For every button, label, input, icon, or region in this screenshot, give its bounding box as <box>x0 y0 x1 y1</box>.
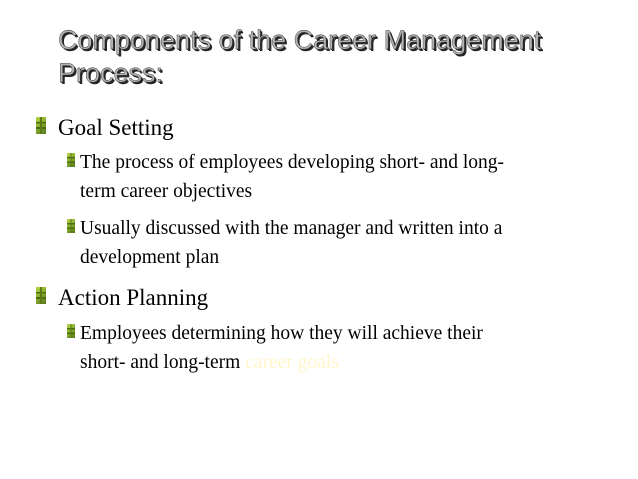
section-heading-action-planning: Action Planning <box>58 285 209 310</box>
square-bullet-icon <box>36 117 46 134</box>
slide-title-line-1: Components of the Career Management <box>58 25 542 55</box>
list-item-line <box>80 348 625 377</box>
list-item-line: Usually discussed with the manager and written into a <box>80 218 503 239</box>
faint-text: career goals <box>245 352 339 373</box>
section-heading-goal-setting: Goal Setting <box>58 115 174 140</box>
list-item-line: term career objectives <box>80 181 253 202</box>
list-item <box>80 214 625 272</box>
list-item-text: short- and long-term <box>80 352 246 373</box>
slide-title <box>58 24 618 90</box>
list-item-line: development plan <box>80 247 220 268</box>
slide-title-line-2: Process: <box>58 58 164 88</box>
list-item-line: The process of employees developing short- and long- <box>80 152 505 173</box>
list-item <box>80 148 625 206</box>
square-bullet-icon <box>36 287 46 304</box>
square-bullet-icon <box>67 219 75 233</box>
square-bullet-icon <box>67 153 75 167</box>
square-bullet-icon <box>67 324 75 338</box>
list-item <box>80 319 625 377</box>
list-item-line: Employees determining how they will achieve their <box>80 323 483 344</box>
